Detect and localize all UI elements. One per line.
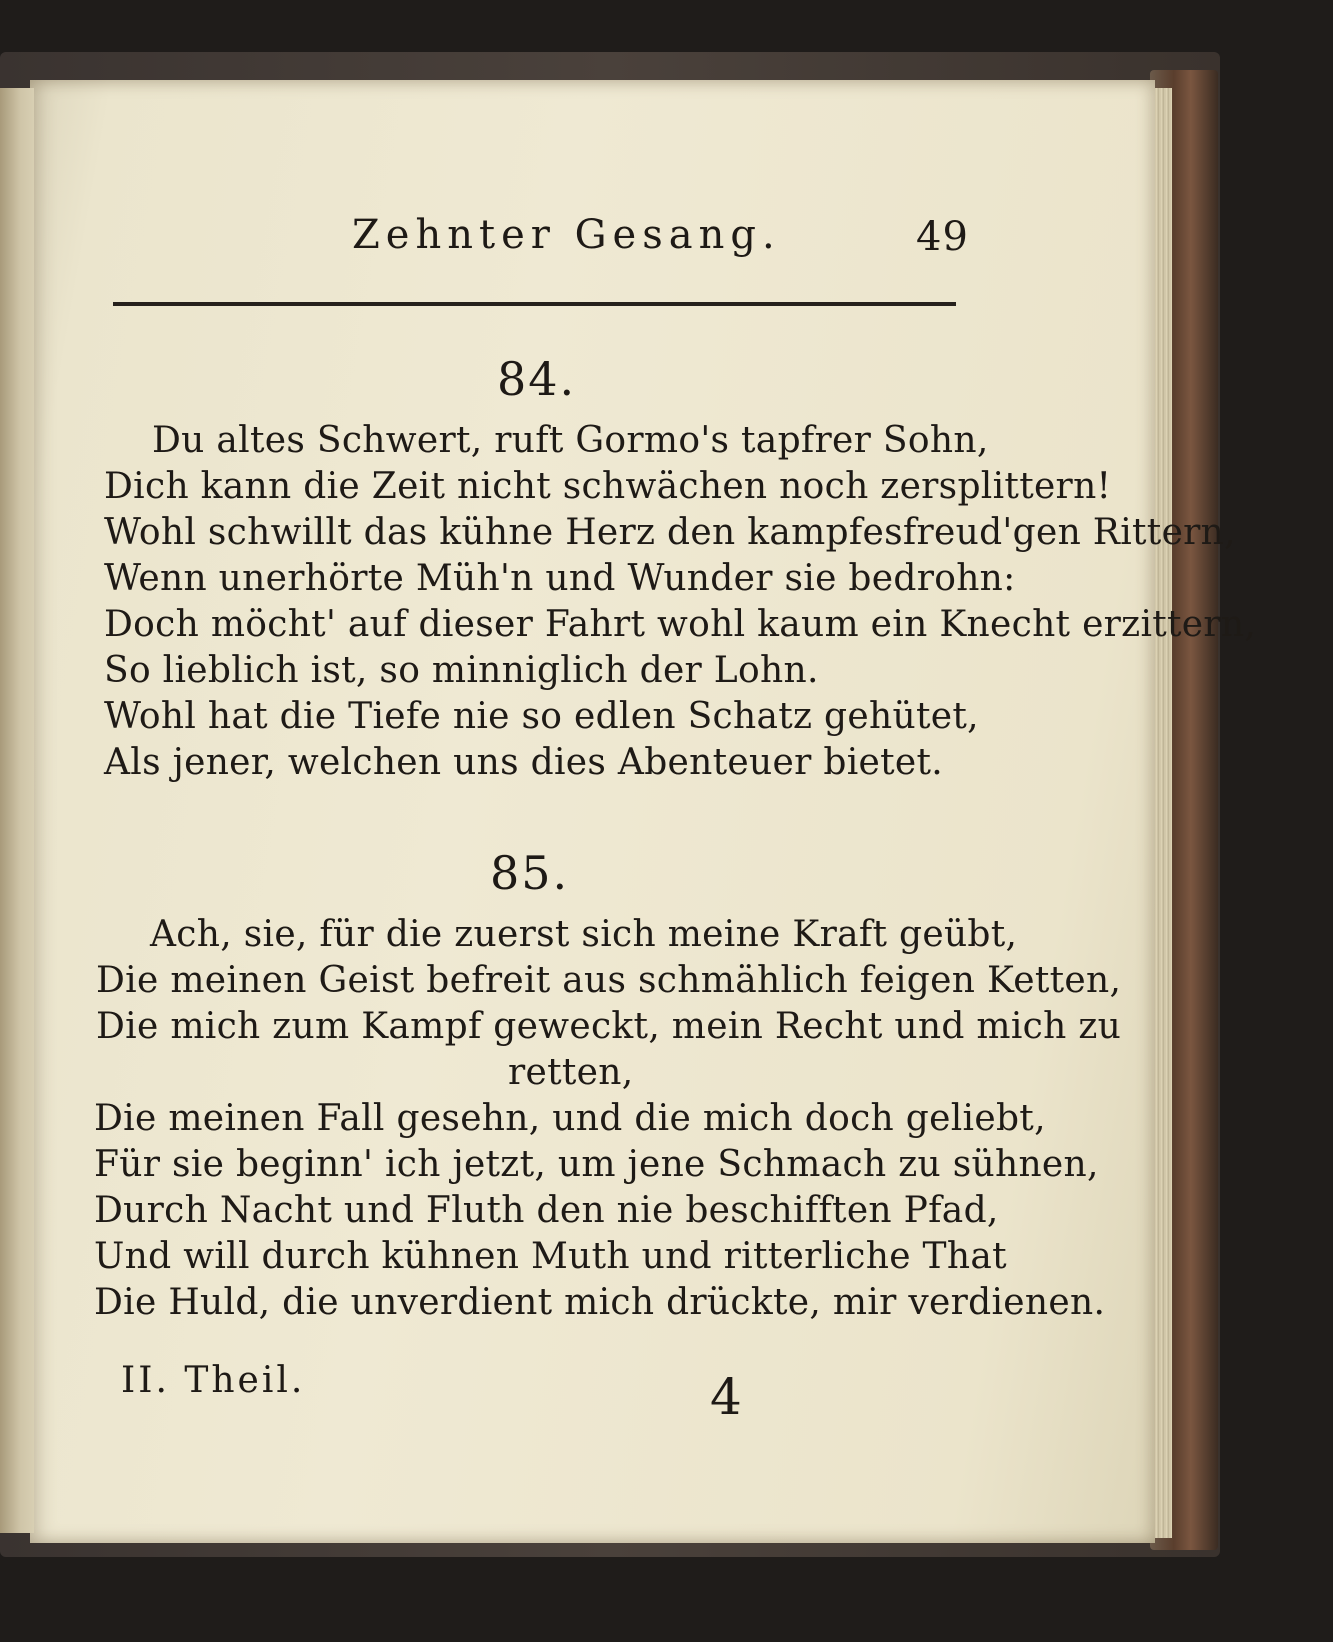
stanza-number: 84.: [497, 352, 577, 406]
verse-line: Die meinen Fall gesehn, und die mich doch geliebt,: [94, 1098, 1046, 1139]
running-title: Zehnter Gesang.: [352, 212, 781, 258]
verse-line: Als jener, welchen uns dies Abenteuer bietet.: [104, 742, 944, 783]
signature-label: II. Theil.: [121, 1360, 306, 1401]
page-number: 49: [916, 214, 969, 260]
header-rule: [113, 302, 956, 306]
verse-line: So lieblich ist, so minniglich der Lohn.: [104, 650, 819, 691]
verse-line: Wenn unerhörte Müh'n und Wunder sie bedrohn:: [104, 558, 1016, 599]
verse-line: Für sie beginn' ich jetzt, um jene Schmach zu sühnen,: [94, 1144, 1099, 1185]
verse-line: Wohl hat die Tiefe nie so edlen Schatz gehütet,: [104, 696, 979, 737]
stanza-number: 85.: [490, 846, 570, 900]
verse-line: Ach, sie, für die zuerst sich meine Kraft geübt,: [150, 914, 1018, 955]
verse-line: Wohl schwillt das kühne Herz den kampfesfreud'gen Rittern,: [104, 512, 1236, 553]
verse-line: retten,: [508, 1052, 634, 1093]
verse-line: Die meinen Geist befreit aus schmählich feigen Ketten,: [96, 960, 1122, 1001]
signature-number: 4: [710, 1368, 742, 1426]
page-gutter: [0, 88, 34, 1533]
verse-line: Die Huld, die unverdient mich drückte, mir verdienen.: [94, 1282, 1106, 1323]
verse-line: Die mich zum Kampf geweckt, mein Recht und mich zu: [96, 1006, 1122, 1047]
verse-line: Doch möcht' auf dieser Fahrt wohl kaum ein Knecht erzittern,: [104, 604, 1257, 645]
verse-line: Du altes Schwert, ruft Gormo's tapfrer Sohn,: [152, 420, 989, 461]
verse-line: Und will durch kühnen Muth und ritterliche That: [94, 1236, 1007, 1277]
verse-line: Durch Nacht und Fluth den nie beschifften Pfad,: [94, 1190, 999, 1231]
book-page: [30, 80, 1155, 1543]
verse-line: Dich kann die Zeit nicht schwächen noch zersplittern!: [104, 466, 1112, 507]
